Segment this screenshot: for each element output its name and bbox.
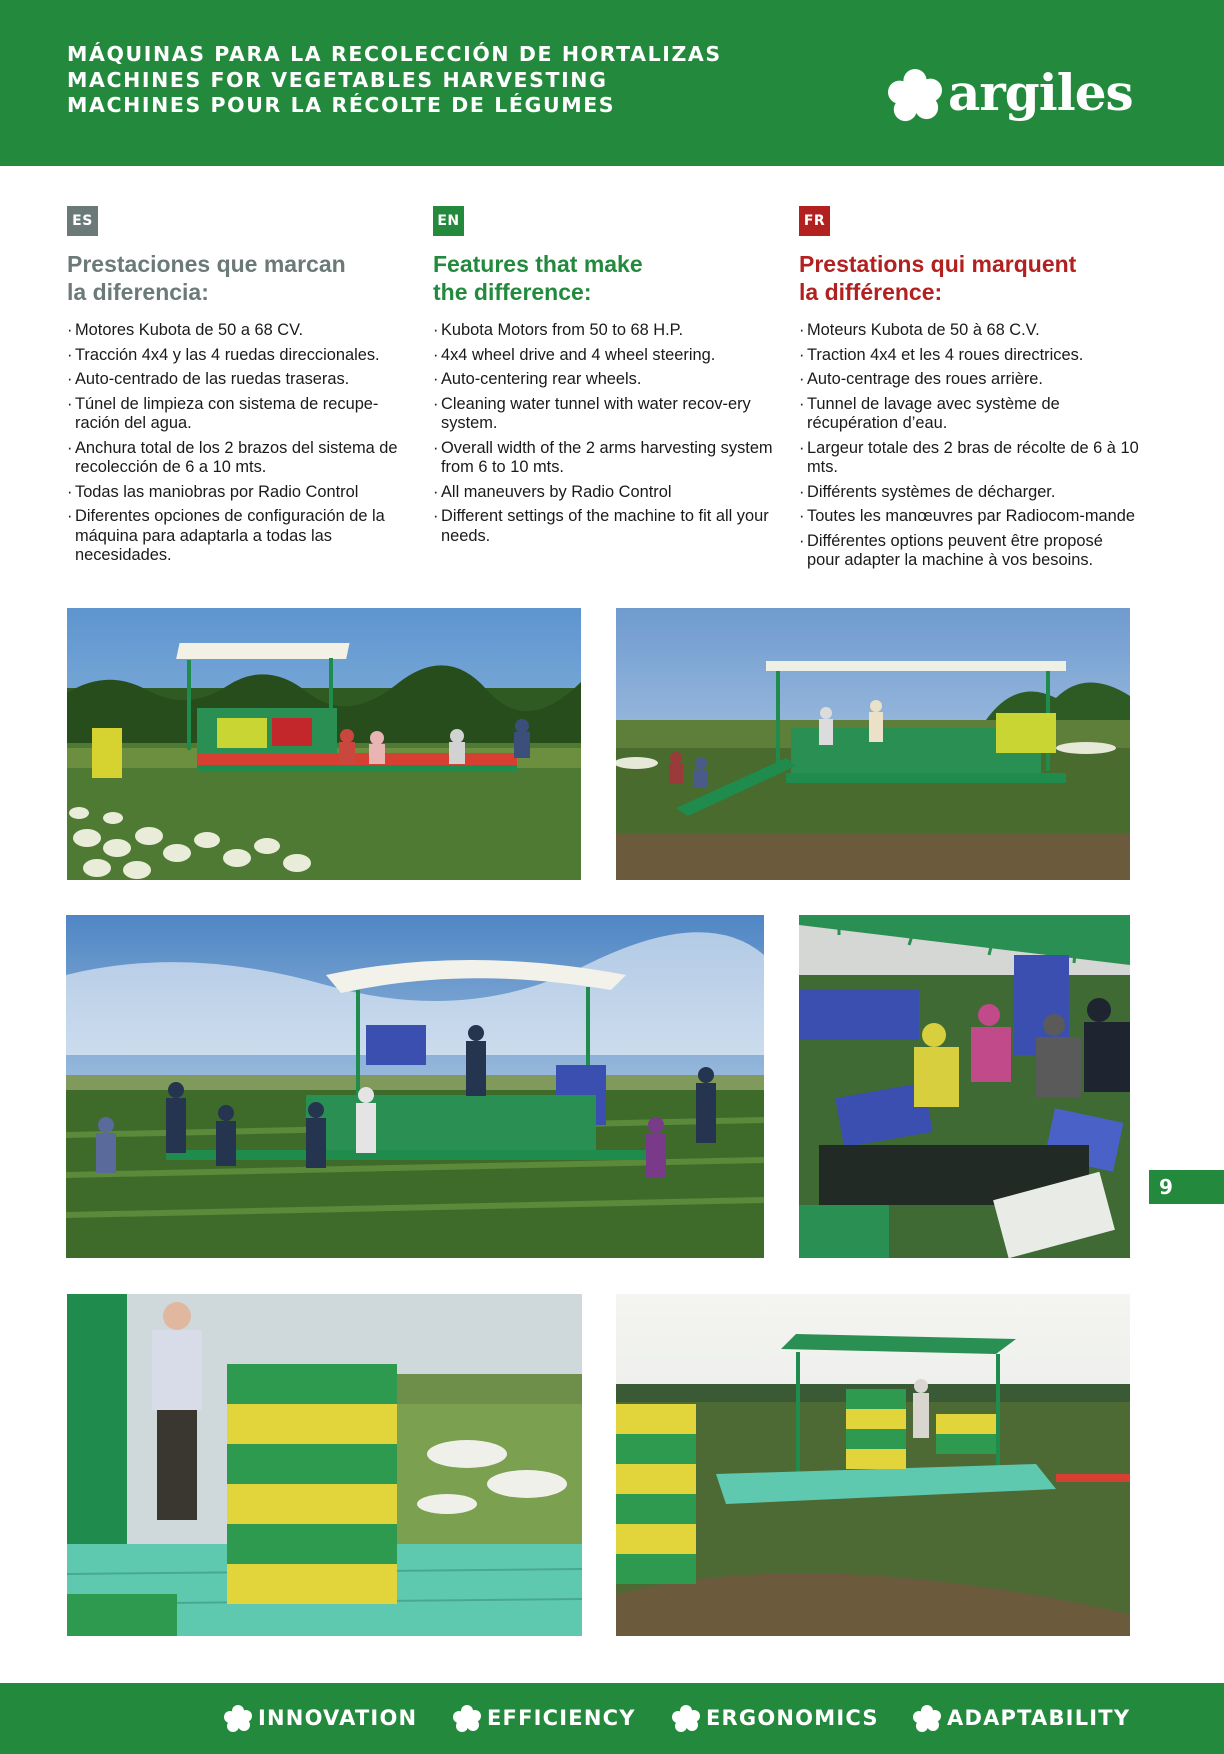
column-fr bbox=[799, 206, 1139, 576]
footer-label: EFFICIENCY bbox=[487, 1706, 636, 1730]
feature-list-en bbox=[433, 321, 773, 546]
column-title-es-line2: la diferencia: bbox=[67, 279, 209, 305]
header-title-fr: MACHINES POUR LA RÉCOLTE DE LÉGUMES bbox=[67, 93, 616, 117]
footer-item-ergonomics bbox=[672, 1683, 879, 1754]
feature-item: · Different settings of the machine to fit all your needs. bbox=[433, 507, 773, 546]
footer-label: ADAPTABILITY bbox=[947, 1706, 1131, 1730]
footer-item-adaptability bbox=[913, 1683, 1130, 1754]
column-title-en bbox=[433, 250, 773, 306]
header-title-en: MACHINES FOR VEGETABLES HARVESTING bbox=[67, 67, 608, 92]
brand-name: argiles bbox=[948, 63, 1133, 122]
feature-item: · Todas las maniobras por Radio Control bbox=[67, 483, 407, 503]
flower-icon bbox=[913, 1705, 941, 1733]
flower-icon bbox=[672, 1705, 700, 1733]
column-title-en-line1: Features that make bbox=[433, 251, 643, 277]
feature-list-fr bbox=[799, 321, 1139, 571]
photo-packing-workers-4 bbox=[799, 915, 1130, 1258]
column-title-fr bbox=[799, 250, 1139, 306]
feature-item: · Différents systèmes de décharger. bbox=[799, 483, 1139, 503]
photo-harvester-crew-3 bbox=[66, 915, 764, 1258]
column-es bbox=[67, 206, 407, 571]
footer-item-efficiency bbox=[453, 1683, 636, 1754]
footer-label: ERGONOMICS bbox=[706, 1706, 879, 1730]
column-title-es bbox=[67, 250, 407, 306]
page-footer bbox=[0, 1683, 1224, 1754]
feature-item: · Diferentes opciones de configuración de la máquina para adaptarla a todas las necesidades. bbox=[67, 507, 407, 566]
header-title-es: MÁQUINAS PARA LA RECOLECCIÓN DE HORTALIZAS bbox=[67, 42, 722, 66]
brand-logo bbox=[888, 63, 1133, 128]
flower-icon bbox=[453, 1705, 481, 1733]
feature-item: · Traction 4x4 et les 4 roues directrices. bbox=[799, 346, 1139, 366]
photo-crate-platform-6 bbox=[616, 1294, 1130, 1636]
feature-item: · Túnel de limpieza con sistema de recupe-ración del agua. bbox=[67, 395, 407, 434]
feature-item: · Cleaning water tunnel with water recov-ery system. bbox=[433, 395, 773, 434]
feature-list-es bbox=[67, 321, 407, 566]
flower-icon bbox=[224, 1705, 252, 1733]
footer-label: INNOVATION bbox=[258, 1706, 418, 1730]
feature-item: · Tunnel de lavage avec système de récupération d’eau. bbox=[799, 395, 1139, 434]
column-en bbox=[433, 206, 773, 551]
feature-item: · All maneuvers by Radio Control bbox=[433, 483, 773, 503]
language-badge-en: EN bbox=[433, 206, 464, 236]
column-title-es-line1: Prestaciones que marcan bbox=[67, 251, 346, 277]
feature-item: · 4x4 wheel drive and 4 wheel steering. bbox=[433, 346, 773, 366]
footer-item-innovation bbox=[224, 1683, 417, 1754]
feature-item: · Moteurs Kubota de 50 à 68 C.V. bbox=[799, 321, 1139, 341]
page-header bbox=[0, 0, 1224, 166]
language-badge-es: ES bbox=[67, 206, 98, 236]
feature-item: · Tracción 4x4 y las 4 ruedas direccionales. bbox=[67, 346, 407, 366]
argiles-flower-logo-icon bbox=[888, 68, 942, 124]
feature-item: · Auto-centrage des roues arrière. bbox=[799, 370, 1139, 390]
feature-item: · Motores Kubota de 50 a 68 CV. bbox=[67, 321, 407, 341]
page-number-tab bbox=[1149, 1170, 1224, 1204]
feature-item: · Toutes les manœuvres par Radiocom-mande bbox=[799, 507, 1139, 527]
feature-item: · Auto-centrado de las ruedas traseras. bbox=[67, 370, 407, 390]
feature-item: · Kubota Motors from 50 to 68 H.P. bbox=[433, 321, 773, 341]
feature-item: · Différentes options peuvent être proposé pour adapter la machine à vos besoins. bbox=[799, 532, 1139, 571]
feature-item: · Auto-centering rear wheels. bbox=[433, 370, 773, 390]
header-titles bbox=[67, 42, 722, 119]
feature-item: · Largeur totale des 2 bras de récolte de 6 à 10 mts. bbox=[799, 439, 1139, 478]
photo-harvester-workers-1 bbox=[67, 608, 581, 880]
photo-crate-stacking-5 bbox=[67, 1294, 582, 1636]
page-number: 9 bbox=[1159, 1175, 1173, 1199]
column-title-en-line2: the difference: bbox=[433, 279, 592, 305]
language-badge-fr: FR bbox=[799, 206, 830, 236]
column-title-fr-line2: la différence: bbox=[799, 279, 943, 305]
feature-item: · Anchura total de los 2 brazos del sistema de recolección de 6 a 10 mts. bbox=[67, 439, 407, 478]
column-title-fr-line1: Prestations qui marquent bbox=[799, 251, 1077, 277]
photo-harvester-field-2 bbox=[616, 608, 1130, 880]
feature-item: · Overall width of the 2 arms harvesting system from 6 to 10 mts. bbox=[433, 439, 773, 478]
